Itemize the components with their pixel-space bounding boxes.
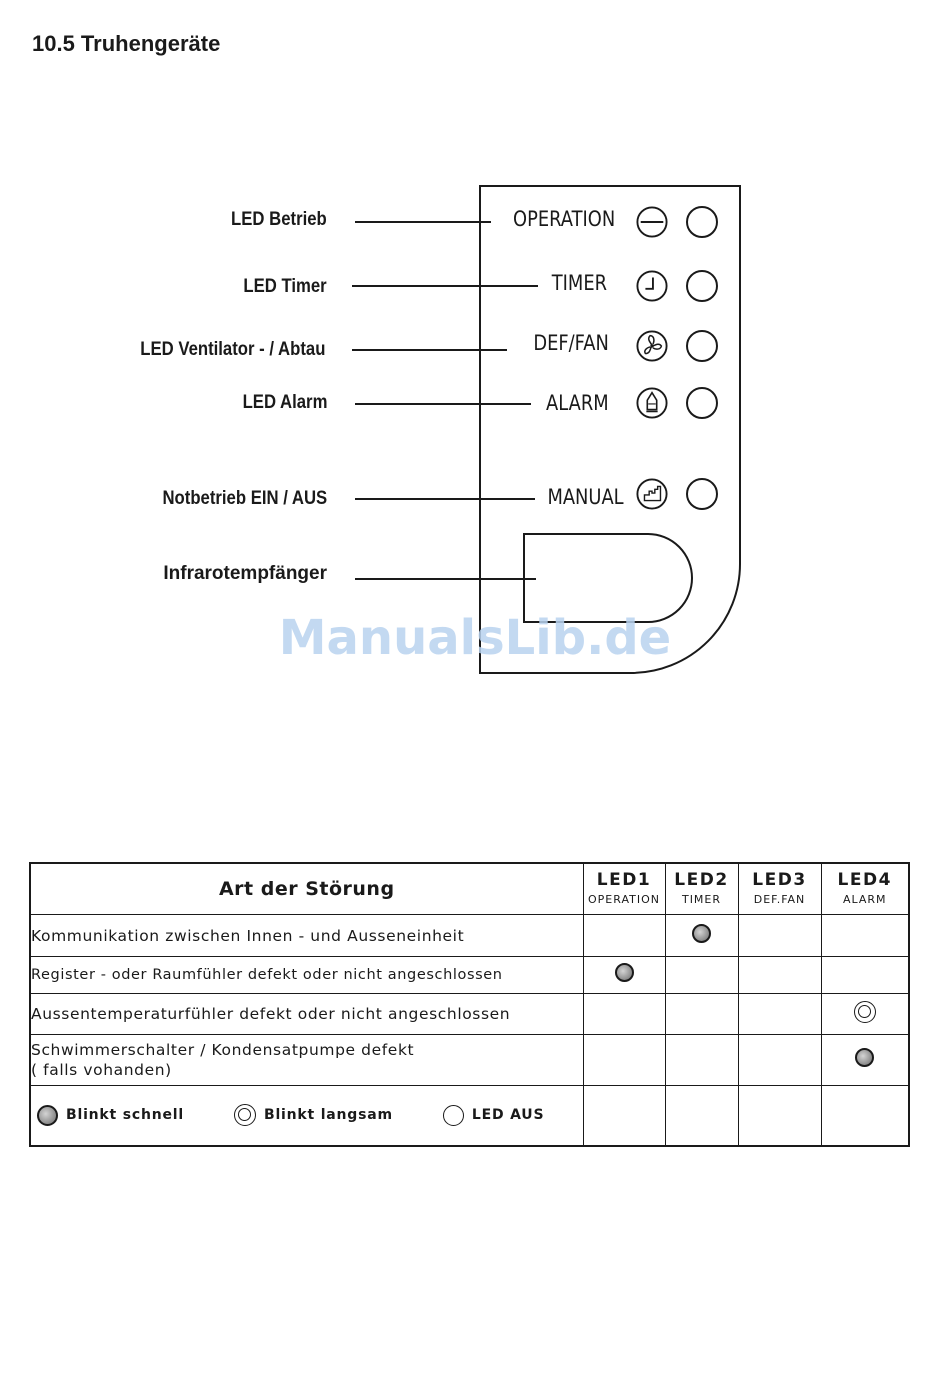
minus-circle-icon[interactable] — [636, 206, 668, 238]
led1-name: LED1 — [596, 870, 652, 890]
led2-name: LED2 — [674, 870, 729, 890]
fault-desc-line2: ( falls vohanden) — [31, 1061, 172, 1079]
led-cell — [583, 1035, 665, 1086]
table-header-fault-type: Art der Störung — [30, 863, 583, 915]
led-cell — [583, 957, 665, 994]
legend-cell — [30, 1086, 583, 1146]
led-off-icon — [443, 1105, 464, 1126]
led-cell — [583, 994, 665, 1035]
table-row — [30, 1035, 909, 1086]
led-cell — [821, 915, 909, 957]
legend-row — [30, 1086, 909, 1146]
led-cell — [665, 1035, 738, 1086]
panel-label-alarm: ALARM — [546, 391, 609, 415]
fault-desc — [30, 1035, 583, 1086]
led-deffan — [686, 330, 718, 362]
panel-label-timer: TIMER — [551, 271, 607, 295]
blink-fast-icon — [37, 1105, 58, 1126]
callout-notbetrieb: Notbetrieb EIN / AUS — [162, 488, 327, 509]
page-title: 10.5 Truhengeräte — [32, 31, 221, 56]
callout-led-ventilator: LED Ventilator - / Abtau — [139, 339, 325, 360]
led-cell — [665, 1086, 738, 1146]
led4-name: LED4 — [837, 870, 892, 890]
legend-fast — [37, 1105, 184, 1126]
fault-desc: Kommunikation zwischen Innen - und Ausseneinheit — [30, 915, 583, 957]
led4-sub: ALARM — [842, 893, 887, 906]
led-timer — [686, 270, 718, 302]
watermark: ManualsLib.de — [278, 610, 672, 666]
table-header-led1 — [583, 863, 665, 915]
led1-sub: OPERATION — [588, 893, 660, 906]
leader-line-operation — [355, 221, 491, 223]
legend-off — [443, 1105, 544, 1126]
legend-fast-label: Blinkt schnell — [66, 1107, 184, 1124]
led-cell — [738, 915, 821, 957]
table-row — [30, 994, 909, 1035]
led-cell — [738, 957, 821, 994]
callout-led-betrieb: LED Betrieb — [231, 209, 327, 230]
led-cell — [821, 957, 909, 994]
legend — [37, 1104, 583, 1126]
table-header-row — [30, 863, 909, 915]
blink-slow-indicator — [854, 1001, 876, 1023]
led3-sub: DEF.FAN — [753, 893, 806, 906]
led-operation — [686, 206, 718, 238]
blink-fast-indicator — [692, 924, 711, 943]
blink-fast-indicator — [855, 1048, 874, 1067]
callout-led-timer: LED Timer — [243, 276, 327, 297]
blink-slow-icon — [234, 1104, 256, 1126]
fault-desc: Register - oder Raumfühler defekt oder nicht angeschlossen — [30, 957, 583, 994]
led-cell — [821, 1035, 909, 1086]
panel-label-deffan: DEF/FAN — [533, 331, 609, 355]
clock-icon[interactable] — [636, 270, 668, 302]
led-cell — [738, 1086, 821, 1146]
table-header-led4 — [821, 863, 909, 915]
table-row — [30, 915, 909, 957]
legend-slow-label: Blinkt langsam — [263, 1107, 393, 1124]
panel-label-operation: OPERATION — [512, 207, 615, 231]
led-cell — [583, 1086, 665, 1146]
led3-name: LED3 — [752, 870, 807, 890]
led-cell — [821, 1086, 909, 1146]
led-alarm — [686, 387, 718, 419]
callout-led-alarm: LED Alarm — [242, 392, 327, 413]
fault-desc: Aussentemperaturfühler defekt oder nicht angeschlossen — [30, 994, 583, 1035]
table-row — [30, 957, 909, 994]
led-cell — [583, 915, 665, 957]
led-cell — [665, 957, 738, 994]
legend-off-label: LED AUS — [471, 1107, 545, 1124]
fan-icon[interactable] — [636, 330, 668, 362]
panel-label-manual: MANUAL — [547, 485, 624, 509]
hand-press-icon[interactable] — [636, 478, 668, 510]
table-header-led3 — [738, 863, 821, 915]
callout-infrarot: Infrarotempfänger — [163, 563, 327, 584]
led-cell — [738, 1035, 821, 1086]
alarm-bell-icon[interactable] — [636, 387, 668, 419]
blink-fast-indicator — [615, 963, 634, 982]
led-cell — [821, 994, 909, 1035]
fault-desc-line1: Schwimmerschalter / Kondensatpumpe defekt — [31, 1041, 415, 1059]
table-header-led2 — [665, 863, 738, 915]
fault-table — [29, 862, 910, 1147]
led-manual[interactable] — [686, 478, 718, 510]
led-cell — [665, 994, 738, 1035]
led2-sub: TIMER — [681, 893, 722, 906]
led-cell — [738, 994, 821, 1035]
led-cell — [665, 915, 738, 957]
legend-slow — [234, 1104, 393, 1126]
